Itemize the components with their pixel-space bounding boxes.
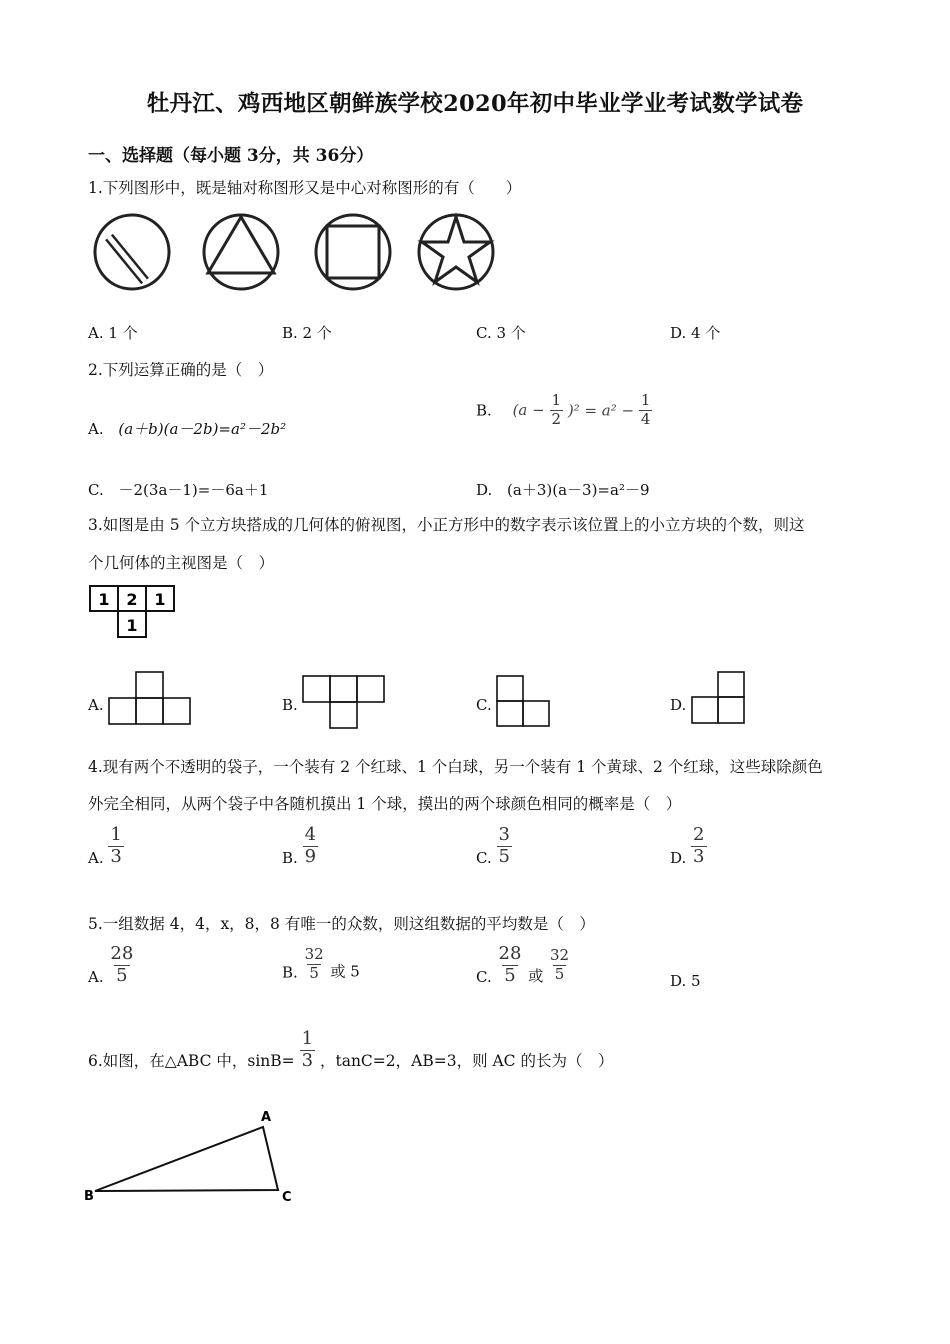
q2-option-d-label: D. [476, 481, 493, 499]
q5-option-c-frac2: $\frac{32}{5}$ [549, 946, 570, 983]
top-view-grid [88, 584, 180, 640]
question-1-text: 1.下列图形中，既是轴对称图形又是中心对称图形的有（ ） [88, 179, 522, 197]
circle-triangle-figure [204, 215, 278, 289]
q1-option-d[interactable]: D. 4 个 [670, 324, 721, 342]
q4-option-c-frac: $\frac{3}{5}$ [498, 824, 510, 867]
question-6-text [88, 1030, 613, 1071]
q4-option-d-label: D. [670, 848, 687, 867]
q2-option-b-left: (a − [512, 401, 545, 420]
q4-option-a-label: A. [88, 848, 104, 867]
q5-option-d[interactable]: D. 5 [670, 972, 701, 990]
q6-text-after: ，tanC=2，AB=3，则 AC 的长为（ ） [319, 1051, 614, 1070]
q5-option-b-label: B. [282, 963, 298, 982]
q4-option-b[interactable] [282, 826, 318, 867]
q2-option-c-label: C. [88, 481, 104, 499]
q4-option-b-label: B. [282, 848, 298, 867]
q2-option-a[interactable] [88, 418, 286, 439]
q4-option-d[interactable] [670, 826, 707, 867]
q2-option-a-label: A. [88, 420, 104, 438]
question-3-text-line2: 个几何体的主视图是（ ） [88, 554, 275, 572]
q4-option-d-frac: $\frac{2}{3}$ [693, 824, 705, 867]
vertex-a-label: A [261, 1110, 272, 1125]
q1-option-a[interactable]: A. 1 个 [88, 324, 138, 342]
q2-option-c-expr: －2(3a－1)=－6a＋1 [118, 481, 269, 499]
q3-option-a-figure [108, 670, 194, 726]
q5-option-c-or: 或 [528, 966, 544, 985]
q4-option-c-label: C. [476, 848, 492, 867]
q1-option-c[interactable]: C. 3 个 [476, 324, 526, 342]
q4-option-a[interactable] [88, 826, 124, 867]
section-heading: 一、选择题（每小题 3分，共 36分） [88, 146, 374, 166]
q5-option-b[interactable] [282, 947, 360, 982]
grid-cell-4: 1 [126, 616, 138, 635]
triangle-abc-figure [80, 1105, 300, 1205]
q3-option-b-label[interactable]: B. [282, 696, 298, 714]
q4-option-a-frac: $\frac{1}{3}$ [110, 824, 122, 867]
q2-option-b[interactable] [476, 393, 652, 428]
question-5-text: 5.一组数据 4，4，x，8，8 有唯一的众数，则这组数据的平均数是（ ） [88, 915, 595, 933]
q3-option-a-label[interactable]: A. [88, 696, 104, 714]
question-4-text-line1: 4.现有两个不透明的袋子，一个装有 2 个红球、1 个白球，另一个装有 1 个黄球、2 个红球，这些球除颜色 [88, 758, 823, 776]
q2-option-b-mid: )² = a² − [567, 401, 635, 420]
vertex-b-label: B [84, 1189, 94, 1204]
q2-option-c[interactable] [88, 479, 268, 500]
question-3-text-line1: 3.如图是由 5 个立方块搭成的几何体的俯视图，小正方形中的数字表示该位置上的小立方块的个数，则这 [88, 516, 805, 534]
q5-option-a-label: A. [88, 967, 104, 986]
q4-option-b-frac: $\frac{4}{9}$ [304, 824, 317, 867]
q5-option-b-frac: $\frac{32}{5}$ [304, 945, 324, 982]
q5-option-a-frac: $\frac{28}{5}$ [110, 943, 134, 986]
q2-option-a-expr: (a＋b)(a－2b)=a²－2b² [118, 420, 287, 438]
q3-option-c-figure [496, 674, 556, 730]
grid-cell-1: 1 [98, 590, 110, 609]
q5-option-b-tail: 或 5 [330, 962, 360, 981]
circle-square-figure [316, 215, 390, 289]
q6-text-before: 6.如图，在△ABC 中，sinB= [88, 1051, 295, 1070]
q5-option-c-frac1: $\frac{28}{5}$ [498, 943, 522, 986]
q5-option-c[interactable] [476, 945, 571, 986]
page-title: 牡丹江、鸡西地区朝鲜族学校2020年初中毕业学业考试数学试卷 [146, 91, 804, 117]
q2-option-b-frac2: $\frac{1}{4}$ [640, 391, 651, 428]
question-1-figures [86, 207, 500, 299]
q2-option-d-expr: (a＋3)(a－3)=a²－9 [507, 481, 650, 499]
q3-option-d-figure [690, 670, 750, 726]
q2-option-b-label: B. [476, 401, 492, 420]
q2-option-d[interactable] [476, 479, 650, 500]
question-2-text: 2.下列运算正确的是（ ） [88, 361, 274, 379]
q3-option-d-label[interactable]: D. [670, 696, 687, 714]
q5-option-c-label: C. [476, 967, 492, 986]
q3-option-c-label[interactable]: C. [476, 696, 492, 714]
q1-option-b[interactable]: B. 2 个 [282, 324, 332, 342]
question-4-text-line2: 外完全相同，从两个袋子中各随机摸出 1 个球，摸出的两个球颜色相同的概率是（ ） [88, 795, 682, 813]
grid-cell-3: 1 [154, 590, 166, 609]
vertex-c-label: C [282, 1190, 292, 1205]
circle-slash-figure [95, 215, 169, 289]
q4-option-c[interactable] [476, 826, 512, 867]
q2-option-b-frac1: $\frac{1}{2}$ [551, 391, 562, 428]
circle-star-figure [419, 215, 493, 289]
q3-option-b-figure [302, 674, 388, 730]
grid-cell-2: 2 [126, 590, 138, 609]
q5-option-a[interactable] [88, 945, 135, 986]
q6-sinb-frac: $\frac{1}{3}$ [301, 1028, 314, 1071]
